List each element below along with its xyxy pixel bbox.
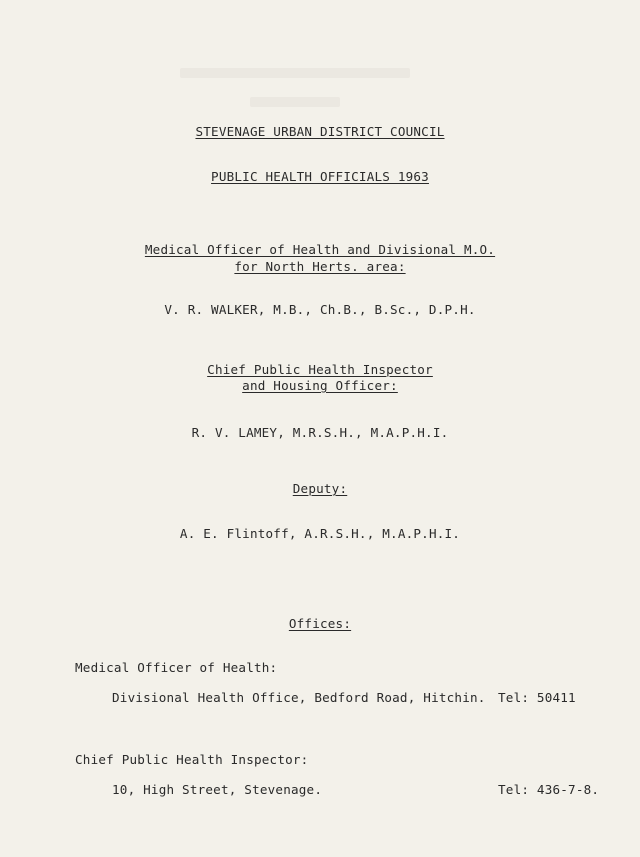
office-tel-medical: Tel: 50411 bbox=[498, 690, 576, 705]
medical-officer-heading-line2: for North Herts. area: bbox=[234, 259, 406, 274]
chief-inspector-heading-line1: Chief Public Health Inspector bbox=[207, 362, 433, 377]
bleed-through-mark bbox=[180, 68, 410, 78]
office-role-inspector: Chief Public Health Inspector: bbox=[75, 752, 309, 767]
deputy-name: A. E. Flintoff, A.R.S.H., M.A.P.H.I. bbox=[179, 526, 461, 541]
council-title: STEVENAGE URBAN DISTRICT COUNCIL bbox=[195, 124, 445, 139]
chief-inspector-heading-line2: and Housing Officer: bbox=[242, 378, 398, 393]
deputy-heading: Deputy: bbox=[292, 481, 348, 496]
offices-heading: Offices: bbox=[288, 616, 352, 631]
officials-title: PUBLIC HEALTH OFFICIALS 1963 bbox=[211, 169, 429, 184]
office-address-inspector: 10, High Street, Stevenage. bbox=[112, 782, 323, 797]
chief-inspector-name: R. V. LAMEY, M.R.S.H., M.A.P.H.I. bbox=[191, 425, 449, 440]
bleed-through-mark bbox=[250, 97, 340, 107]
office-tel-inspector: Tel: 436-7-8. bbox=[498, 782, 600, 797]
medical-officer-heading-line1: Medical Officer of Health and Divisional M.O. bbox=[144, 242, 496, 257]
medical-officer-name: V. R. WALKER, M.B., Ch.B., B.Sc., D.P.H. bbox=[164, 302, 476, 317]
office-role-medical: Medical Officer of Health: bbox=[75, 660, 278, 675]
office-address-medical: Divisional Health Office, Bedford Road, Hitchin. bbox=[112, 690, 486, 705]
